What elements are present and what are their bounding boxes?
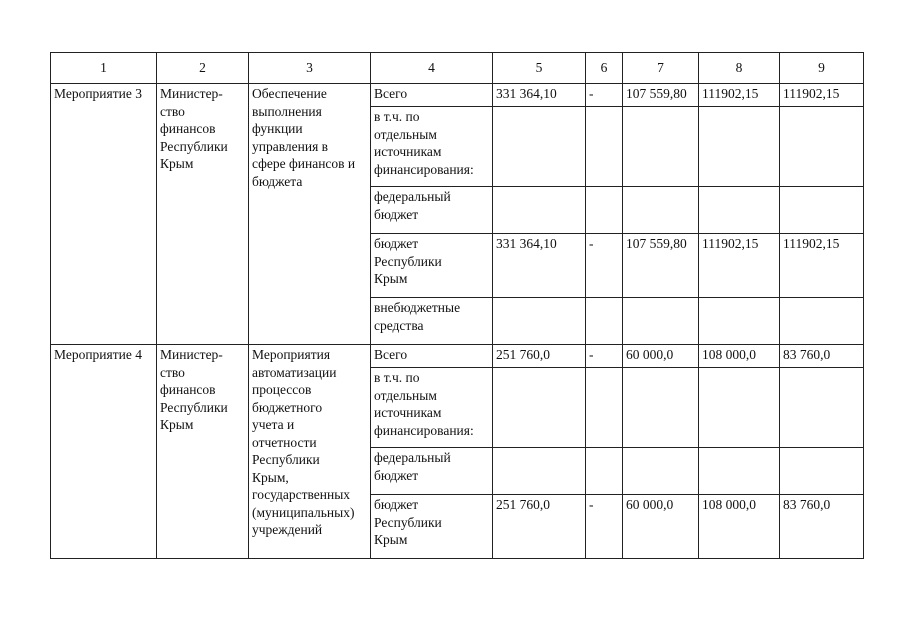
- total-amount: [493, 298, 586, 345]
- amount-col6: -: [586, 234, 623, 298]
- amount-col7: 107 559,80: [623, 84, 699, 107]
- amount-col8: 111902,15: [699, 234, 780, 298]
- funding-table: [50, 52, 864, 559]
- amount-col9: [780, 107, 864, 187]
- funding-source: Всего: [371, 84, 493, 107]
- funding-source: федеральный бюджет: [371, 448, 493, 495]
- funding-source: в т.ч. по отдельным источникам финансирования:: [371, 107, 493, 187]
- table-row: [51, 84, 864, 107]
- amount-col7: [623, 298, 699, 345]
- column-number: 2: [157, 53, 249, 84]
- amount-col7: [623, 448, 699, 495]
- amount-col6: [586, 298, 623, 345]
- total-amount: 251 760,0: [493, 345, 586, 368]
- total-amount: 331 364,10: [493, 234, 586, 298]
- column-number: 3: [249, 53, 371, 84]
- funding-source: Всего: [371, 345, 493, 368]
- amount-col8: [699, 107, 780, 187]
- amount-col7: 60 000,0: [623, 345, 699, 368]
- table-body: [51, 53, 864, 559]
- amount-col7: [623, 187, 699, 234]
- executor: Министер- ство финансов Республики Крым: [157, 345, 249, 559]
- amount-col9: [780, 187, 864, 234]
- measure-name: Мероприятие 4: [51, 345, 157, 559]
- total-amount: [493, 368, 586, 448]
- amount-col9: 111902,15: [780, 84, 864, 107]
- column-number: 4: [371, 53, 493, 84]
- amount-col9: 83 760,0: [780, 495, 864, 559]
- funding-source: бюджет Республики Крым: [371, 495, 493, 559]
- funding-source: в т.ч. по отдельным источникам финансирования:: [371, 368, 493, 448]
- amount-col8: [699, 448, 780, 495]
- amount-col9: 111902,15: [780, 234, 864, 298]
- column-number: 9: [780, 53, 864, 84]
- funding-source: бюджет Республики Крым: [371, 234, 493, 298]
- amount-col6: -: [586, 84, 623, 107]
- amount-col8: 108 000,0: [699, 345, 780, 368]
- funding-source: внебюджетные средства: [371, 298, 493, 345]
- column-number: 6: [586, 53, 623, 84]
- measure-description: Мероприятия автоматизации процессов бюджетного учета и отчетности Республики Крым, государственных (муниципальных) учреждений: [249, 345, 371, 559]
- total-amount: [493, 448, 586, 495]
- amount-col6: [586, 107, 623, 187]
- amount-col6: [586, 187, 623, 234]
- amount-col8: [699, 187, 780, 234]
- column-number: 7: [623, 53, 699, 84]
- total-amount: [493, 107, 586, 187]
- measure-name: Мероприятие 3: [51, 84, 157, 345]
- amount-col7: [623, 107, 699, 187]
- amount-col8: [699, 368, 780, 448]
- total-amount: 251 760,0: [493, 495, 586, 559]
- funding-source: федеральный бюджет: [371, 187, 493, 234]
- column-number: 5: [493, 53, 586, 84]
- amount-col6: [586, 448, 623, 495]
- amount-col6: -: [586, 345, 623, 368]
- executor: Министер- ство финансов Республики Крым: [157, 84, 249, 345]
- total-amount: 331 364,10: [493, 84, 586, 107]
- amount-col9: [780, 298, 864, 345]
- column-number-row: [51, 53, 864, 84]
- table-row: [51, 345, 864, 368]
- column-number: 1: [51, 53, 157, 84]
- amount-col9: [780, 448, 864, 495]
- amount-col8: [699, 298, 780, 345]
- amount-col7: 107 559,80: [623, 234, 699, 298]
- amount-col8: 108 000,0: [699, 495, 780, 559]
- amount-col9: 83 760,0: [780, 345, 864, 368]
- amount-col7: 60 000,0: [623, 495, 699, 559]
- amount-col6: -: [586, 495, 623, 559]
- column-number: 8: [699, 53, 780, 84]
- amount-col8: 111902,15: [699, 84, 780, 107]
- amount-col6: [586, 368, 623, 448]
- amount-col7: [623, 368, 699, 448]
- measure-description: Обеспечение выполнения функции управления в сфере финансов и бюджета: [249, 84, 371, 345]
- total-amount: [493, 187, 586, 234]
- amount-col9: [780, 368, 864, 448]
